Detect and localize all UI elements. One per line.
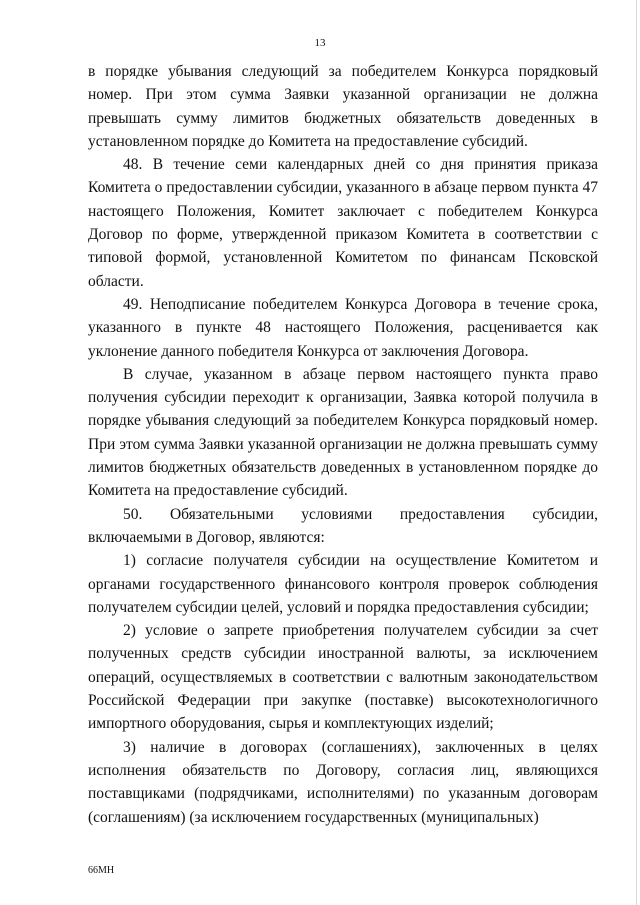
document-code: 66МН [88, 865, 115, 876]
document-body [88, 60, 598, 829]
paragraph-item-49: 49. Неподписание победителем Конкурса Договора в течение срока, указанного в пункте 48 настоящего Положения, расценивается как уклонение данного победителя Конкурса от заключения Договора. [88, 295, 598, 360]
paragraph-item-49-case: В случае, указанном в абзаце первом настоящего пункта право получения субсидии переходит к организации, Заявка которой получила в порядке убывания следующий за победителем Конкурса порядковый номер. При этом сумма Заявки указанной организации не должна превышать сумму лимитов бюджетных обязательств доведенных в установленном порядке до Комитета на предоставление субсидий. [88, 365, 598, 500]
paragraph-condition-1: 1) согласие получателя субсидии на осуществление Комитетом и органами государственного финансового контроля проверок соблюдения получателем субсидии целей, условий и порядка предоставления субсидии; [88, 552, 598, 616]
paragraph-continuation: в порядке убывания следующий за победителем Конкурса порядковый номер. При этом сумма Заявки указанной организации не должна превышать сумму лимитов бюджетных обязательств доведенных в установленном порядке до Комитета на предоставление субсидий. [88, 63, 598, 150]
paragraph-condition-2: 2) условие о запрете приобретения получателем субсидии за счет полученных средств субсидии иностранной валюты, за исключением операций, осуществляемых в соответствии с валютным законодательством Российской Федерации при закупке (поставке) высокотехнологичного импортного оборудования, сырья и комплектующих изделий; [88, 622, 598, 733]
paragraph-item-50: 50. Обязательными условиями предоставления субсидии, включаемыми в Договор, являются: [88, 505, 598, 546]
paragraph-item-48: 48. В течение семи календарных дней со дня принятия приказа Комитета о предоставлении субсидии, указанного в абзаце первом пункта 47 настоящего Положения, Комитет заключает с победителем Конкурса Договор по форме, утвержденной приказом Комитета в соответствии с типовой формой, установленной Комитетом по финансам Псковской области. [88, 156, 598, 290]
paragraph-condition-3: 3) наличие в договорах (соглашениях), заключенных в целях исполнения обязательств по Договору, согласия лиц, являющихся поставщиками (подрядчиками, исполнителями) по указанным договорам (соглашениям) (за исключением государственных (муниципальных) [88, 738, 598, 826]
page-number: 13 [314, 37, 326, 49]
scan-edge [636, 0, 637, 905]
